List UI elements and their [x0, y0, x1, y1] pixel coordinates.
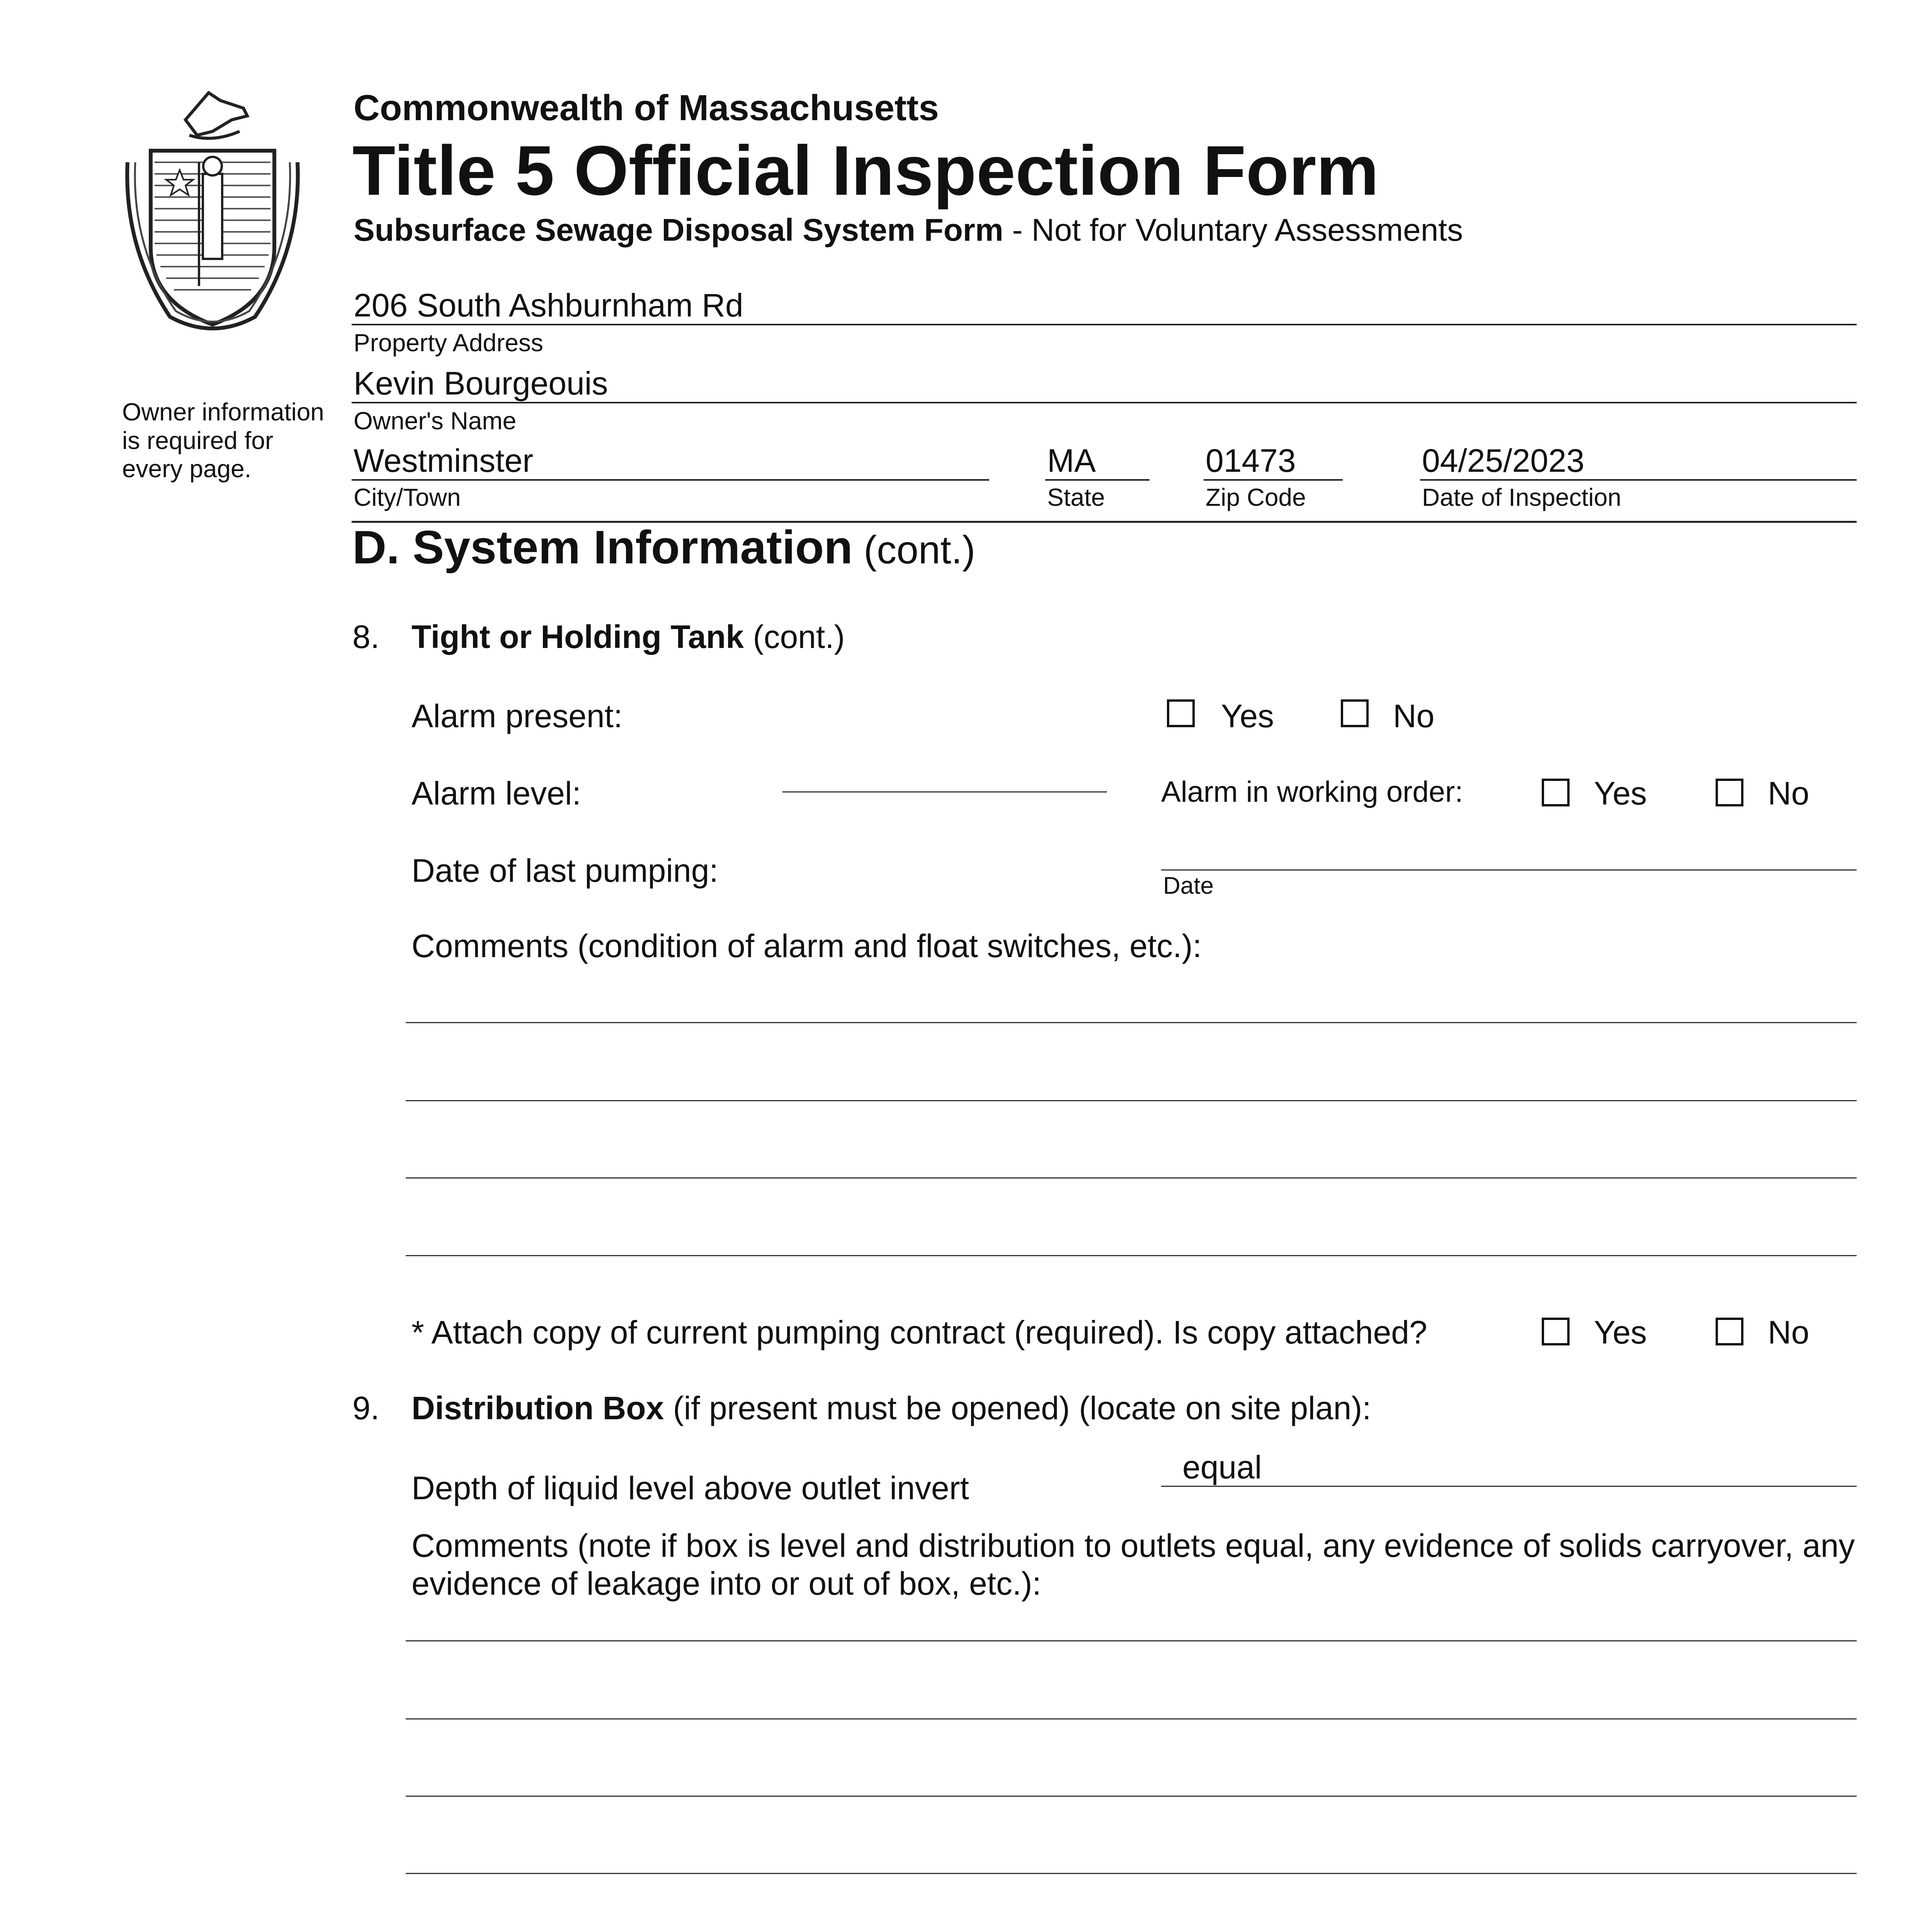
state-line [1045, 479, 1150, 481]
alarm-level-line[interactable] [782, 791, 1107, 793]
item9-title: Distribution Box [412, 1390, 664, 1426]
item8-comment-line-4[interactable] [406, 1255, 1857, 1256]
item9-comment-line-1[interactable] [406, 1640, 1857, 1641]
item9-number: 9. [352, 1390, 380, 1426]
alarm-present-yes-label: Yes [1221, 698, 1274, 734]
inspection-date-value[interactable]: 04/25/2023 [1422, 442, 1585, 479]
state-label: State [1047, 483, 1105, 511]
last-pumping-date-line[interactable] [1161, 869, 1857, 871]
attach-contract-yes-checkbox[interactable] [1542, 1318, 1570, 1345]
org-name: Commonwealth of Massachusetts [354, 87, 939, 128]
zip-label: Zip Code [1206, 483, 1306, 511]
depth-liquid-label: Depth of liquid level above outlet invert [412, 1470, 969, 1506]
item9-heading [412, 1389, 1371, 1427]
item9-comments-line-1: Comments (note if box is level and distribution to outlets equal, any evidence of solids carryover, any [412, 1527, 1855, 1564]
zip-value[interactable]: 01473 [1206, 442, 1296, 479]
inspection-date-label: Date of Inspection [1422, 483, 1621, 511]
form-title: Title 5 Official Inspection Form [352, 131, 1379, 210]
attach-contract-label: * Attach copy of current pumping contract (required). Is copy attached? [412, 1314, 1427, 1350]
alarm-present-label: Alarm present: [412, 698, 623, 734]
owner-info-note: Owner information is required for every page. [122, 398, 324, 483]
owner-name-line [352, 402, 1857, 403]
city-line [352, 479, 989, 481]
address-line [352, 324, 1857, 325]
city-label: City/Town [354, 483, 461, 511]
alarm-working-yes-label: Yes [1594, 775, 1647, 811]
item8-comment-line-3[interactable] [406, 1177, 1857, 1179]
item9-comment-line-3[interactable] [406, 1796, 1857, 1797]
alarm-level-label: Alarm level: [412, 775, 581, 811]
item9-comments-line-2: evidence of leakage into or out of box, etc.): [412, 1565, 1041, 1602]
depth-liquid-line [1161, 1486, 1857, 1487]
alarm-working-label: Alarm in working order: [1161, 776, 1463, 808]
alarm-working-no-checkbox[interactable] [1716, 779, 1743, 806]
zip-line [1204, 479, 1343, 481]
last-pumping-date-caption: Date [1163, 872, 1214, 899]
section-title [352, 521, 976, 573]
property-address-label: Property Address [354, 329, 543, 357]
item9-comment-line-4[interactable] [406, 1873, 1857, 1874]
subtitle-bold: Subsurface Sewage Disposal System Form [354, 213, 1003, 248]
property-address-value[interactable]: 206 South Ashburnham Rd [354, 287, 743, 323]
alarm-present-yes-checkbox[interactable] [1167, 699, 1195, 727]
owner-name-value[interactable]: Kevin Bourgeouis [354, 365, 608, 401]
depth-liquid-value[interactable]: equal [1182, 1449, 1262, 1485]
state-value[interactable]: MA [1047, 442, 1096, 479]
last-pumping-label: Date of last pumping: [412, 852, 718, 889]
alarm-present-no-checkbox[interactable] [1341, 699, 1369, 727]
alarm-working-no-label: No [1768, 775, 1810, 811]
state-seal-image [116, 85, 309, 340]
item8-heading [412, 618, 845, 656]
owner-name-label: Owner's Name [354, 407, 517, 435]
alarm-present-no-label: No [1393, 698, 1435, 734]
subtitle-rest: - Not for Voluntary Assessments [1003, 213, 1463, 248]
city-value[interactable]: Westminster [354, 442, 534, 479]
item9-suffix: (if present must be opened) (locate on site plan): [664, 1390, 1371, 1426]
item8-comment-line-2[interactable] [406, 1100, 1857, 1101]
inspection-date-line [1420, 479, 1857, 481]
item8-suffix: (cont.) [744, 619, 845, 655]
section-title-suffix: (cont.) [852, 528, 976, 572]
item8-number: 8. [352, 619, 380, 655]
item8-comment-line-1[interactable] [406, 1022, 1857, 1023]
item9-comment-line-2[interactable] [406, 1718, 1857, 1719]
alarm-working-yes-checkbox[interactable] [1542, 779, 1570, 806]
attach-contract-yes-label: Yes [1594, 1314, 1647, 1350]
item8-comments-label: Comments (condition of alarm and float switches, etc.): [412, 928, 1202, 964]
form-subtitle [354, 214, 1463, 246]
attach-contract-no-label: No [1768, 1314, 1810, 1350]
section-title-text: D. System Information [352, 521, 853, 573]
attach-contract-no-checkbox[interactable] [1716, 1318, 1743, 1345]
item8-title: Tight or Holding Tank [412, 619, 744, 655]
